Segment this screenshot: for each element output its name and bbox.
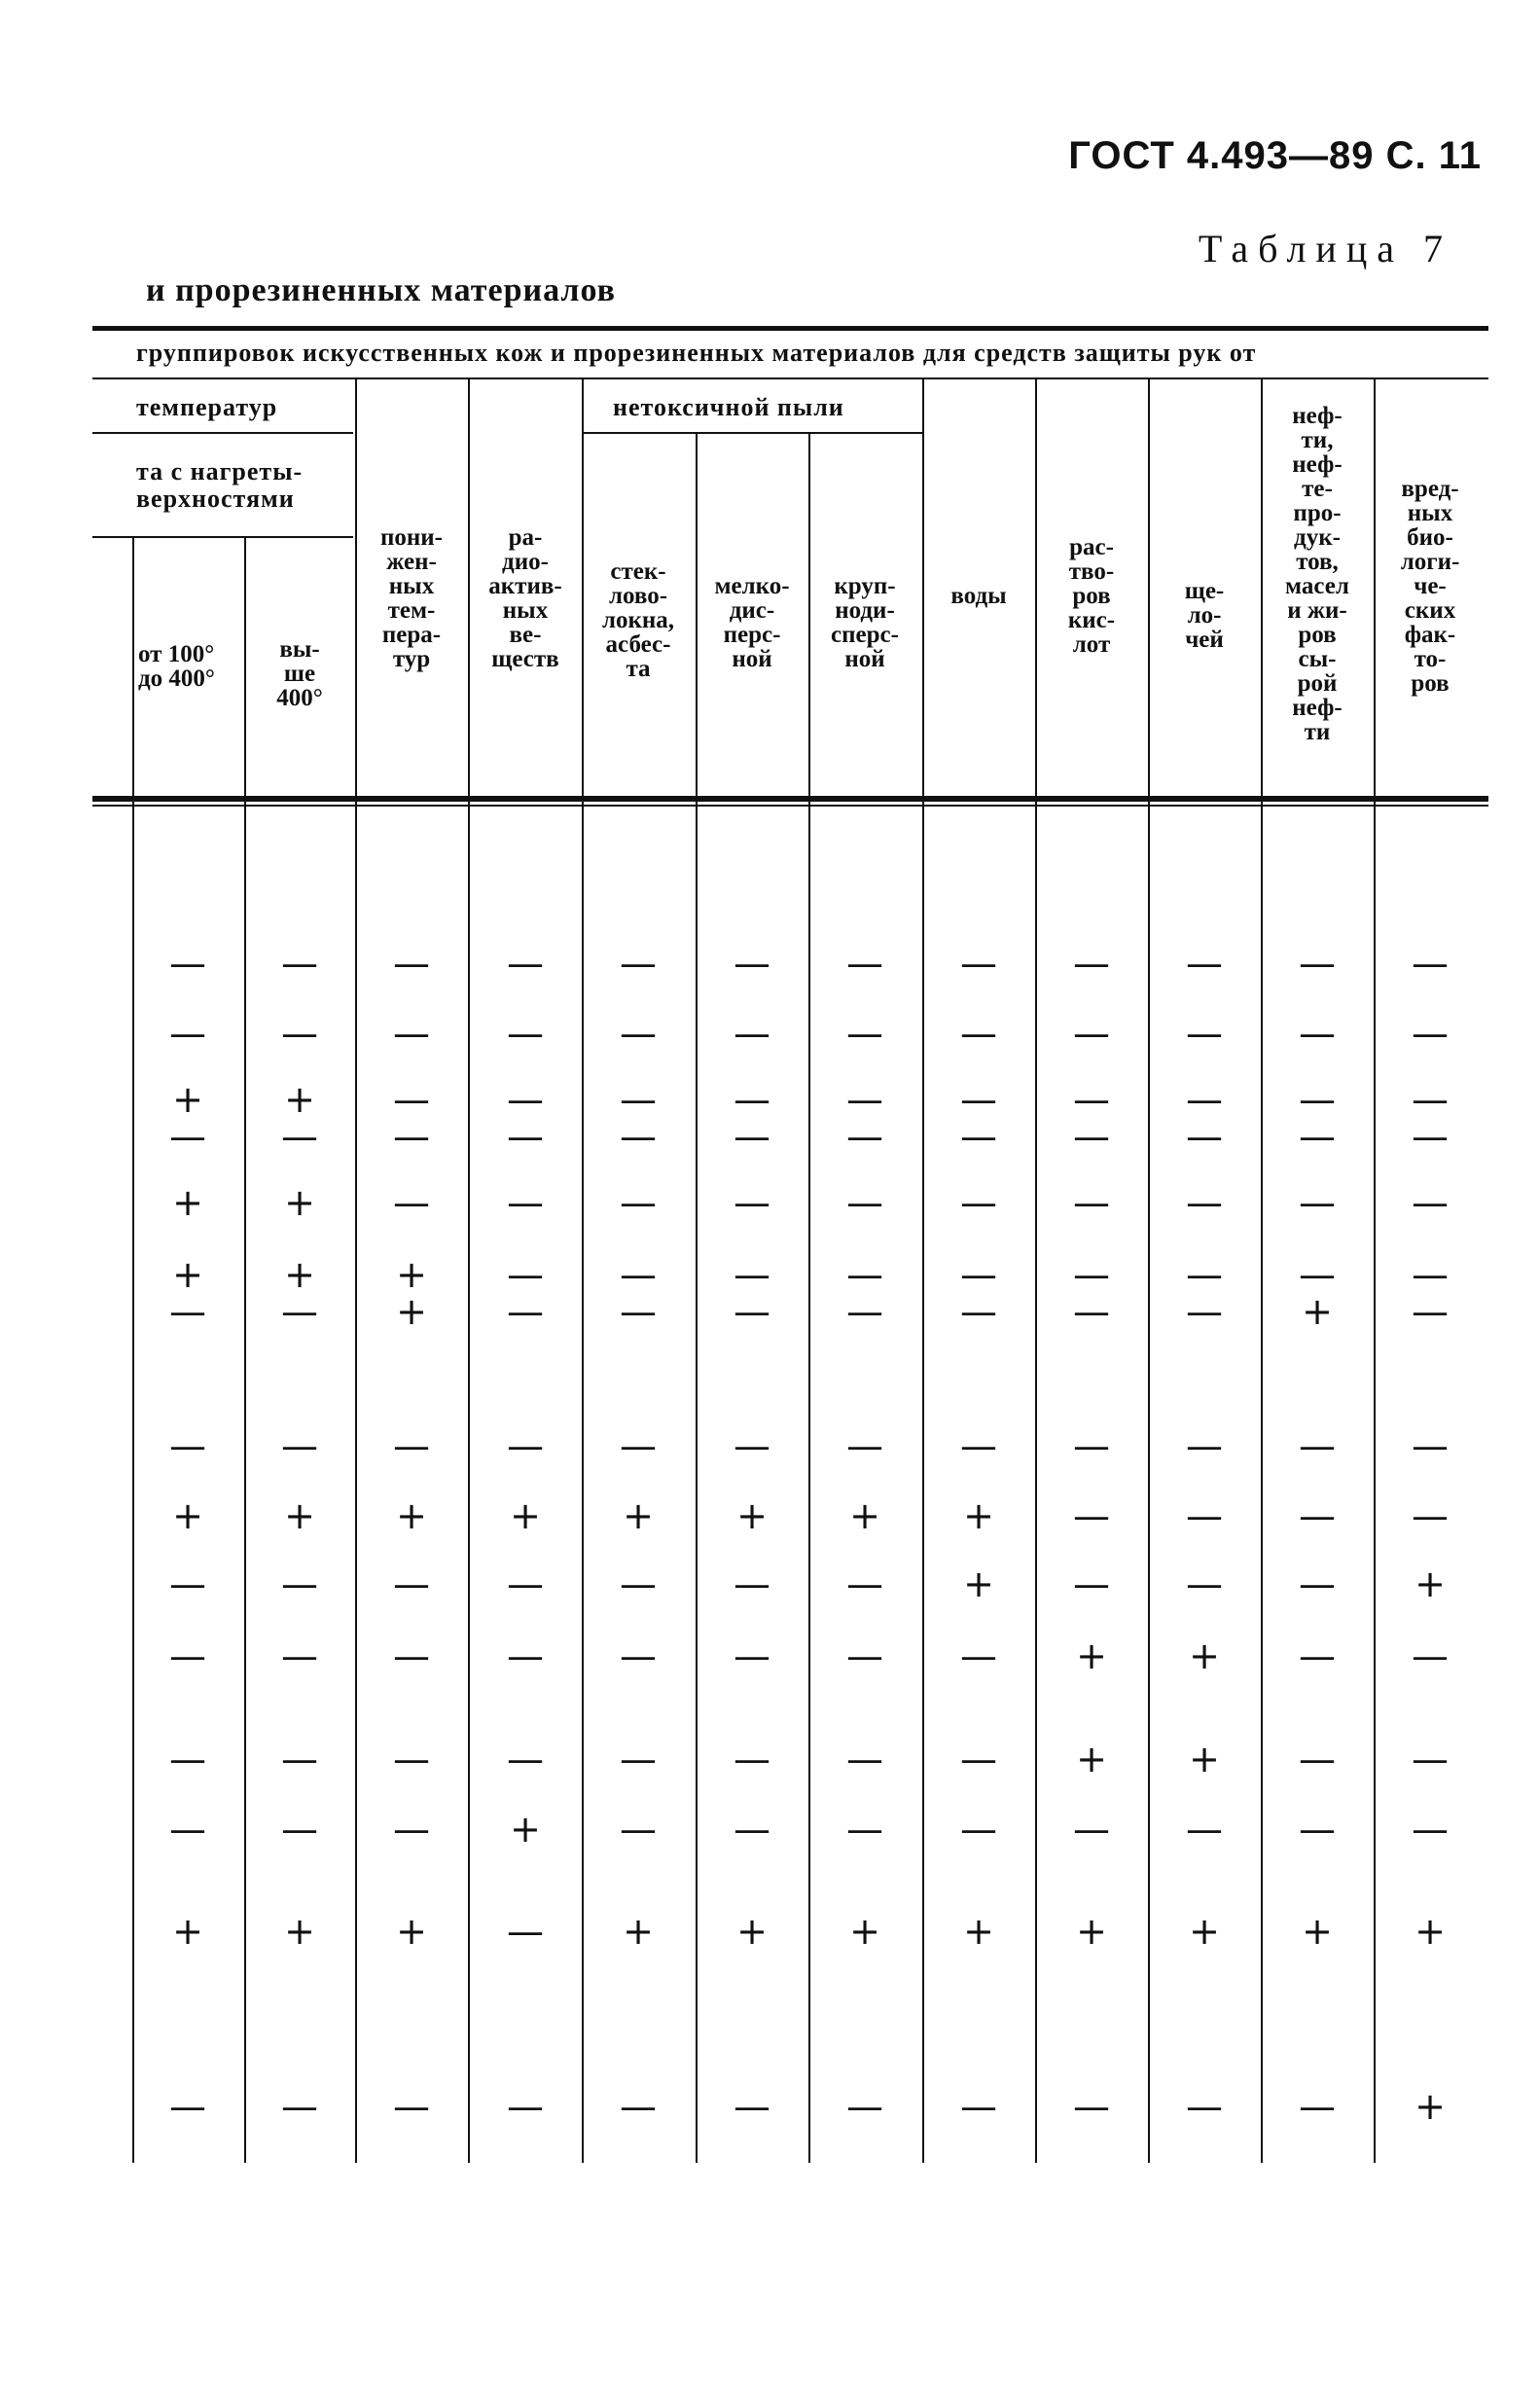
- dash-mark: —: [281, 2085, 318, 2128]
- plus-mark: +: [1302, 1910, 1333, 1953]
- dash-mark: —: [734, 1115, 770, 1158]
- table-label: Таблица 7: [1198, 227, 1452, 270]
- dash-mark: —: [620, 2085, 657, 2128]
- dash-mark: —: [846, 1290, 883, 1333]
- dash-mark: —: [169, 1115, 206, 1158]
- dash-mark: —: [1073, 1494, 1110, 1537]
- dash-mark: —: [734, 1808, 770, 1850]
- column-header: неф- ти, неф- те- про- дук- тов, масел и жи- ров сы- рой неф- ти: [1285, 403, 1349, 745]
- column-header: от 100° до 400°: [138, 641, 215, 692]
- plus-mark: +: [623, 1910, 654, 1953]
- dash-mark: —: [620, 1012, 657, 1055]
- dash-mark: —: [507, 1424, 544, 1467]
- plus-mark: +: [623, 1494, 654, 1537]
- dash-mark: —: [1412, 1253, 1449, 1296]
- dash-mark: —: [169, 1635, 206, 1677]
- dash-mark: —: [846, 1738, 883, 1780]
- column-header: ще- ло- чей: [1184, 578, 1225, 653]
- dash-mark: —: [620, 1181, 657, 1224]
- dash-mark: —: [1073, 1424, 1110, 1467]
- dash-mark: —: [1412, 942, 1449, 985]
- dash-mark: —: [507, 1910, 544, 1953]
- dash-mark: —: [1299, 1012, 1336, 1055]
- dash-mark: —: [960, 942, 997, 985]
- dash-mark: —: [620, 1115, 657, 1158]
- dash-mark: —: [169, 942, 206, 985]
- dash-mark: —: [393, 942, 430, 985]
- dash-mark: —: [620, 1424, 657, 1467]
- dash-mark: —: [1186, 1290, 1223, 1333]
- dash-mark: —: [620, 1563, 657, 1605]
- dash-mark: —: [1299, 1078, 1336, 1121]
- col-divider: [132, 538, 134, 2163]
- plus-mark: +: [510, 1494, 541, 1537]
- dash-mark: —: [620, 1290, 657, 1333]
- dash-mark: —: [507, 1181, 544, 1224]
- column-header: вы- ше 400°: [276, 636, 323, 711]
- plus-mark: +: [736, 1494, 768, 1537]
- dash-mark: —: [1073, 1563, 1110, 1605]
- dash-mark: —: [507, 2085, 544, 2128]
- dash-mark: —: [1299, 1738, 1336, 1780]
- plus-mark: +: [396, 1910, 427, 1953]
- column-header: пони- жен- ных тем- пера- тур: [379, 524, 444, 672]
- dash-mark: —: [960, 1424, 997, 1467]
- dash-mark: —: [507, 1078, 544, 1121]
- dash-mark: —: [1186, 1181, 1223, 1224]
- dash-mark: —: [281, 1808, 318, 1850]
- plus-mark: +: [849, 1910, 880, 1953]
- plus-mark: +: [172, 1494, 203, 1537]
- dust-rule: [582, 432, 922, 434]
- dash-mark: —: [1186, 1012, 1223, 1055]
- dash-mark: —: [846, 1424, 883, 1467]
- dash-mark: —: [1073, 1115, 1110, 1158]
- dash-mark: —: [1299, 1635, 1336, 1677]
- dash-mark: —: [846, 1808, 883, 1850]
- dash-mark: —: [1299, 1181, 1336, 1224]
- dash-mark: —: [960, 1738, 997, 1780]
- banner-rule: [92, 377, 1488, 379]
- plus-mark: +: [172, 1910, 203, 1953]
- dash-mark: —: [281, 1290, 318, 1333]
- dash-mark: —: [1412, 1290, 1449, 1333]
- dash-mark: —: [1186, 1494, 1223, 1537]
- dash-mark: —: [1412, 1012, 1449, 1055]
- subgroup-hot-surfaces-line1: та с нагреты-: [136, 457, 304, 485]
- dash-mark: —: [734, 1424, 770, 1467]
- table-subtitle: и прорезиненных материалов: [146, 272, 616, 308]
- plus-mark: +: [396, 1494, 427, 1537]
- plus-mark: +: [963, 1910, 994, 1953]
- dash-mark: —: [169, 1563, 206, 1605]
- column-header: воды: [950, 583, 1007, 609]
- dash-mark: —: [734, 1181, 770, 1224]
- dash-mark: —: [169, 1738, 206, 1780]
- col-divider: [696, 434, 698, 2163]
- dash-mark: —: [1186, 1115, 1223, 1158]
- temperatures-rule: [92, 432, 353, 434]
- plus-mark: +: [1415, 1563, 1446, 1605]
- dash-mark: —: [620, 1738, 657, 1780]
- plus-mark: +: [284, 1494, 315, 1537]
- dash-mark: —: [507, 1253, 544, 1296]
- dash-mark: —: [1186, 1078, 1223, 1121]
- dash-mark: —: [1299, 2085, 1336, 2128]
- plus-mark: +: [963, 1563, 994, 1605]
- page-header-gost: ГОСТ 4.493—89 С. 11: [1068, 134, 1482, 177]
- table-banner: группировок искусственных кож и прорезиненных материалов для средств защиты рук от: [136, 339, 1257, 367]
- dash-mark: —: [169, 1012, 206, 1055]
- dash-mark: —: [507, 1738, 544, 1780]
- dash-mark: —: [1073, 1808, 1110, 1850]
- dash-mark: —: [960, 1115, 997, 1158]
- plus-mark: +: [1415, 1910, 1446, 1953]
- dash-mark: —: [393, 1012, 430, 1055]
- plus-mark: +: [284, 1253, 315, 1296]
- dash-mark: —: [846, 942, 883, 985]
- dash-mark: —: [734, 942, 770, 985]
- plus-mark: +: [1076, 1738, 1107, 1780]
- dash-mark: —: [1186, 1563, 1223, 1605]
- dash-mark: —: [960, 1635, 997, 1677]
- dash-mark: —: [281, 1424, 318, 1467]
- dash-mark: —: [1073, 1253, 1110, 1296]
- dash-mark: —: [1412, 1424, 1449, 1467]
- dash-mark: —: [1412, 1494, 1449, 1537]
- dash-mark: —: [1412, 1078, 1449, 1121]
- plus-mark: +: [1076, 1910, 1107, 1953]
- dash-mark: —: [1412, 1181, 1449, 1224]
- dash-mark: —: [393, 1808, 430, 1850]
- dash-mark: —: [846, 1253, 883, 1296]
- dash-mark: —: [734, 1635, 770, 1677]
- dash-mark: —: [169, 2085, 206, 2128]
- dash-mark: —: [734, 1012, 770, 1055]
- plus-mark: +: [284, 1078, 315, 1121]
- dash-mark: —: [960, 1290, 997, 1333]
- column-header: стек- лово- локна, асбес- та: [601, 558, 675, 682]
- dash-mark: —: [734, 1078, 770, 1121]
- header-bottom-rule-2: [92, 805, 1488, 807]
- dash-mark: —: [393, 1563, 430, 1605]
- dash-mark: —: [393, 2085, 430, 2128]
- dash-mark: —: [507, 1290, 544, 1333]
- dash-mark: —: [281, 1012, 318, 1055]
- dash-mark: —: [846, 1012, 883, 1055]
- dash-mark: —: [1412, 1115, 1449, 1158]
- dash-mark: —: [1073, 1290, 1110, 1333]
- plus-mark: +: [510, 1808, 541, 1850]
- dash-mark: —: [1186, 1253, 1223, 1296]
- dash-mark: —: [281, 942, 318, 985]
- dash-mark: —: [169, 1424, 206, 1467]
- dash-mark: —: [393, 1635, 430, 1677]
- dash-mark: —: [1299, 1563, 1336, 1605]
- plus-mark: +: [849, 1494, 880, 1537]
- dash-mark: —: [507, 942, 544, 985]
- dash-mark: —: [169, 1290, 206, 1333]
- dash-mark: —: [507, 1012, 544, 1055]
- dash-mark: —: [281, 1115, 318, 1158]
- plus-mark: +: [172, 1181, 203, 1224]
- dash-mark: —: [169, 1808, 206, 1850]
- dash-mark: —: [1299, 1494, 1336, 1537]
- dash-mark: —: [846, 1078, 883, 1121]
- plus-mark: +: [1302, 1290, 1333, 1333]
- dash-mark: —: [960, 1253, 997, 1296]
- dash-mark: —: [1186, 1424, 1223, 1467]
- dash-mark: —: [960, 1808, 997, 1850]
- dash-mark: —: [960, 1181, 997, 1224]
- plus-mark: +: [1415, 2085, 1446, 2128]
- dash-mark: —: [281, 1563, 318, 1605]
- plus-mark: +: [1189, 1635, 1220, 1677]
- column-header: рас- тво- ров кис- лот: [1067, 534, 1116, 658]
- plus-mark: +: [736, 1910, 768, 1953]
- plus-mark: +: [284, 1181, 315, 1224]
- dash-mark: —: [393, 1115, 430, 1158]
- dash-mark: —: [507, 1635, 544, 1677]
- plus-mark: +: [1189, 1738, 1220, 1780]
- dash-mark: —: [620, 1253, 657, 1296]
- col-divider: [808, 434, 810, 2163]
- dash-mark: —: [734, 2085, 770, 2128]
- col-divider: [244, 538, 246, 2163]
- subgroup-hot-surfaces-line2: верхностями: [136, 485, 295, 513]
- dash-mark: —: [1186, 1808, 1223, 1850]
- dash-mark: —: [620, 1078, 657, 1121]
- table-top-rule: [92, 326, 1488, 331]
- plus-mark: +: [396, 1290, 427, 1333]
- dash-mark: —: [1073, 2085, 1110, 2128]
- dash-mark: —: [960, 1078, 997, 1121]
- dash-mark: —: [846, 1635, 883, 1677]
- dash-mark: —: [507, 1563, 544, 1605]
- dash-mark: —: [393, 1181, 430, 1224]
- dash-mark: —: [846, 2085, 883, 2128]
- dash-mark: —: [1299, 1253, 1336, 1296]
- dash-mark: —: [281, 1635, 318, 1677]
- dash-mark: —: [734, 1290, 770, 1333]
- dash-mark: —: [1299, 1808, 1336, 1850]
- dash-mark: —: [1073, 1012, 1110, 1055]
- dash-mark: —: [846, 1115, 883, 1158]
- dash-mark: —: [507, 1115, 544, 1158]
- plus-mark: +: [1076, 1635, 1107, 1677]
- dash-mark: —: [1412, 1808, 1449, 1850]
- column-header: круп- ноди- сперс- ной: [831, 573, 899, 672]
- group-dust: нетоксичной пыли: [613, 393, 844, 421]
- group-temperatures: температур: [136, 393, 278, 421]
- dash-mark: —: [1073, 942, 1110, 985]
- dash-mark: —: [734, 1563, 770, 1605]
- dash-mark: —: [960, 1012, 997, 1055]
- dash-mark: —: [393, 1078, 430, 1121]
- header-bottom-rule: [92, 796, 1488, 802]
- dash-mark: —: [620, 1635, 657, 1677]
- dash-mark: —: [1073, 1078, 1110, 1121]
- dash-mark: —: [734, 1738, 770, 1780]
- plus-mark: +: [396, 1253, 427, 1296]
- dash-mark: —: [393, 1738, 430, 1780]
- dash-mark: —: [393, 1424, 430, 1467]
- dash-mark: —: [1186, 2085, 1223, 2128]
- dash-mark: —: [1412, 1635, 1449, 1677]
- dash-mark: —: [1299, 1115, 1336, 1158]
- dash-mark: —: [846, 1181, 883, 1224]
- plus-mark: +: [963, 1494, 994, 1537]
- dash-mark: —: [1073, 1181, 1110, 1224]
- dash-mark: —: [734, 1253, 770, 1296]
- plus-mark: +: [1189, 1910, 1220, 1953]
- dash-mark: —: [960, 2085, 997, 2128]
- dash-mark: —: [1412, 1738, 1449, 1780]
- dash-mark: —: [846, 1563, 883, 1605]
- dash-mark: —: [1186, 942, 1223, 985]
- dash-mark: —: [1299, 1424, 1336, 1467]
- plus-mark: +: [172, 1078, 203, 1121]
- dash-mark: —: [620, 942, 657, 985]
- dash-mark: —: [620, 1808, 657, 1850]
- plus-mark: +: [172, 1253, 203, 1296]
- column-header: ра- дио- актив- ных ве- ществ: [488, 524, 562, 672]
- col-divider: [922, 379, 924, 2163]
- dash-mark: —: [281, 1738, 318, 1780]
- plus-mark: +: [284, 1910, 315, 1953]
- column-header: мелко- дис- перс- ной: [714, 573, 790, 672]
- column-header: вред- ных био- логи- че- ских фак- то- ров: [1400, 476, 1460, 697]
- dash-mark: —: [1299, 942, 1336, 985]
